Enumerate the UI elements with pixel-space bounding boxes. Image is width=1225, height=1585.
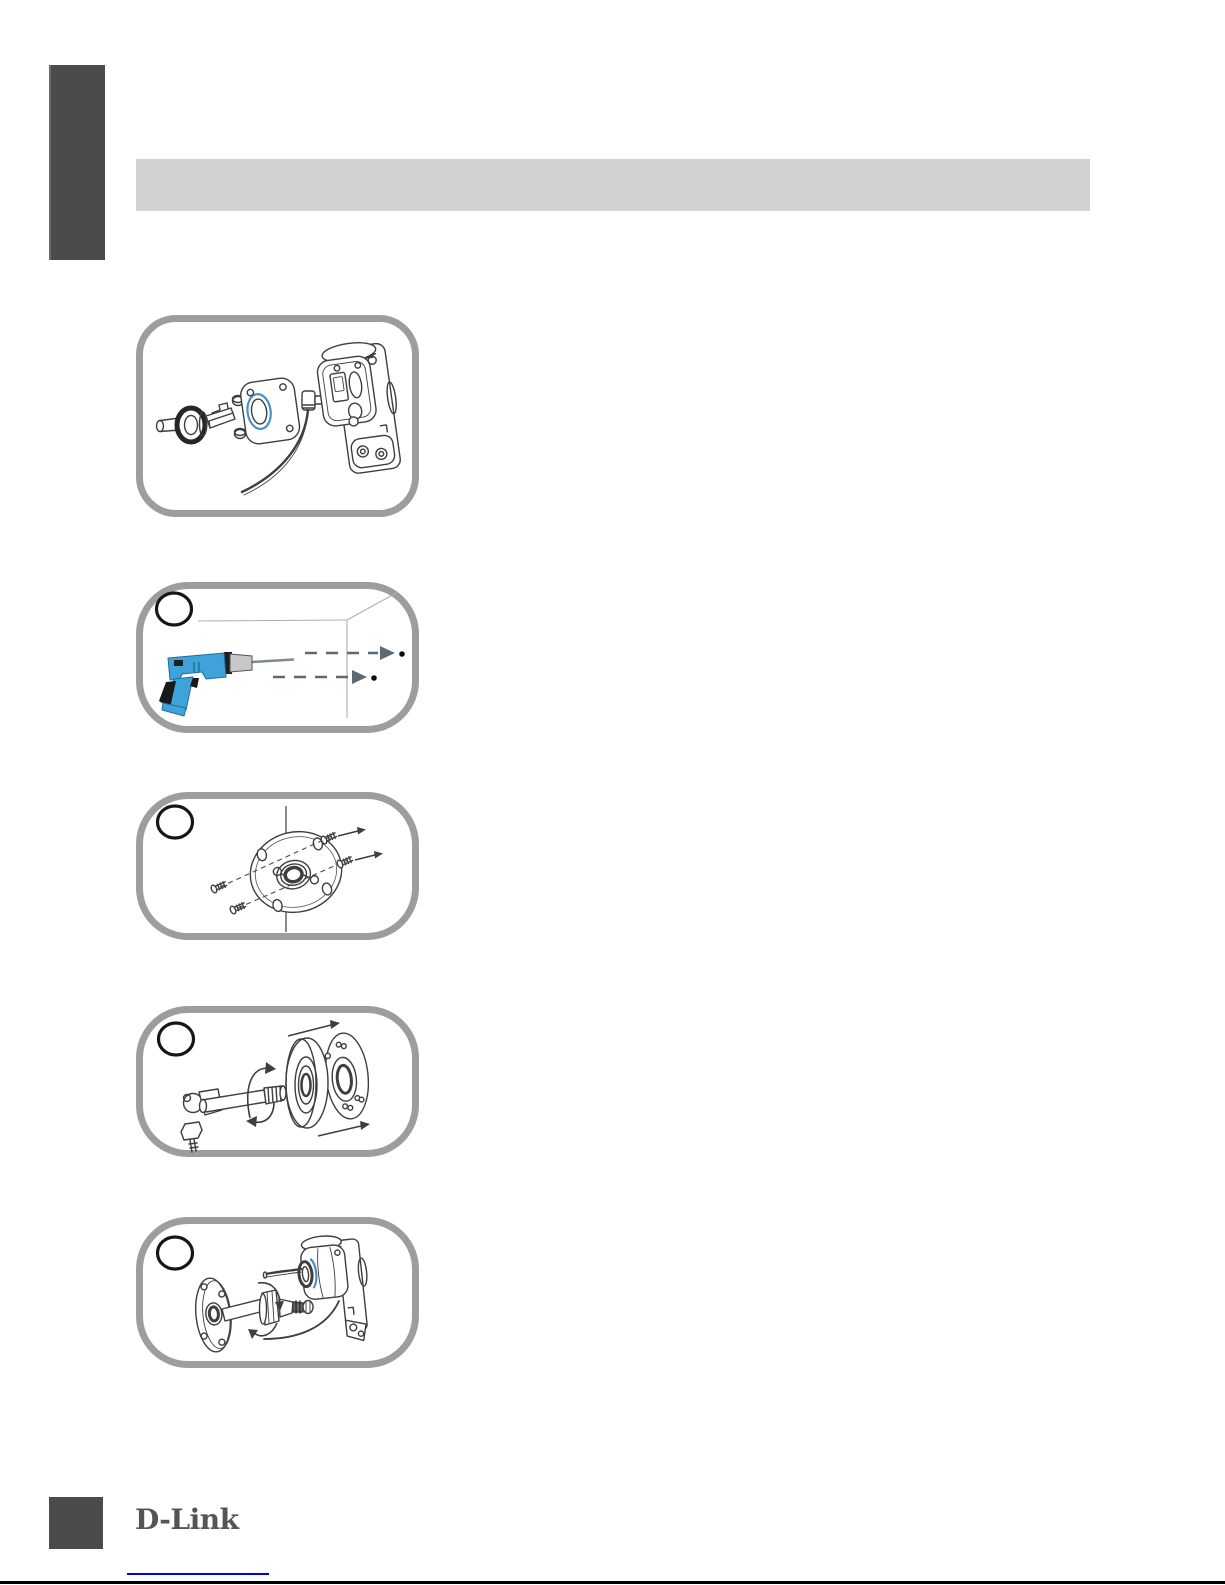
waterproof-cover-plate: [239, 377, 301, 446]
camera-parts-exploded-illustration: [136, 315, 419, 517]
mounting-plate-screws-illustration: [136, 792, 419, 940]
assembled-camera-illustration: [136, 1217, 419, 1368]
page-edge-tab: [49, 65, 105, 260]
footer-accent-square: [49, 1497, 103, 1549]
step-panel-plate-screws: [136, 792, 419, 940]
step-badge-circle: [159, 1023, 194, 1055]
step-panel-parts: [136, 315, 419, 517]
drill-icon: [159, 652, 294, 716]
mounting-plate-side: [322, 1031, 373, 1121]
arm-to-plate-illustration: [136, 1006, 419, 1157]
mounting-plate-and-arm: [192, 1276, 313, 1353]
dlink-logo: D-Link: [135, 1503, 239, 1536]
camera-rear-housing: [314, 338, 405, 477]
cable-gland: [157, 408, 207, 442]
mounting-arm: [181, 1086, 286, 1152]
drill-target-arrows: [273, 646, 405, 684]
step-panel-assembled: [136, 1217, 419, 1368]
step-badge-circle: [157, 593, 192, 625]
footer-link-underline[interactable]: [127, 1573, 269, 1575]
step-panel-drill: [136, 582, 419, 733]
drill-wall-illustration: [136, 582, 419, 733]
step-badge-circle: [158, 1237, 193, 1269]
step-badge-circle: [158, 806, 193, 838]
rubber-washer-disc: [286, 1038, 328, 1128]
step-panel-arm: [136, 1006, 419, 1157]
section-header-band: [136, 159, 1090, 211]
camera-side-view: [263, 1232, 373, 1346]
rj45-connector: [206, 403, 235, 428]
page-bottom-rule: [0, 1581, 1225, 1584]
